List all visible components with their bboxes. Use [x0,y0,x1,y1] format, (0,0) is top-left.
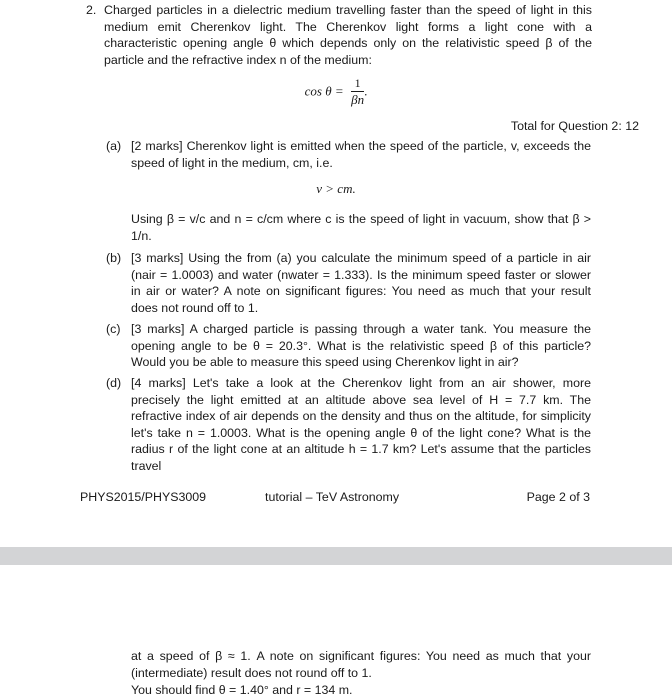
part-a-text2: Using β = v/c and n = c/cm where c is the speed of light in vacuum, show that β > 1/n. [131,212,591,243]
part-a-label: (a) [106,139,122,153]
page-divider [0,547,672,565]
formula-end: . [364,83,368,99]
part-d-answer: You should find θ = 1.40° and r = 134 m. [131,683,353,697]
cherenkov-formula [0,76,672,108]
part-d-label: (d) [106,376,122,390]
part-b-text: [3 marks] Using the from (a) you calculate the minimum speed of a particle in air (nair = 1.0003) and water (nwater = 1.333). Is the minimum speed faster or slower in air or water? A note on significant figures: You need as much that your result does not round off to 1. [131,251,591,315]
formula-lhs: cos θ = [304,83,344,99]
part-c-label: (c) [106,322,121,336]
part-a-text: [2 marks] Cherenkov light is emitted when the speed of the particle, v, exceeds the speed of light in the medium, cm, i.e. [131,139,591,170]
footer-page: Page 2 of 3 [526,490,590,504]
part-c-text: [3 marks] A charged particle is passing through a water tank. You measure the opening angle to be θ = 20.3°. What is the relativistic speed β of this particle? Would you be able to measure this speed using Cherenkov light in air? [131,322,591,369]
part-b-label: (b) [106,251,122,265]
part-d-text: [4 marks] Let's take a look at the Cherenkov light from an air shower, more precisely the light emitted at an altitude above sea level of H = 7.7 km. The refractive index of air depends on the density and thus on the altitude, for simplicity let's take n = 1.0003. What is the opening angle θ of the light cone? What is the radius r of the light cone at an altitude h = 1.7 km? Let's assume that the particles travel [131,376,591,473]
question-intro: Charged particles in a dielectric medium travelling faster than the speed of light in this medium emit Cherenkov light. The Cherenkov light forms a light cone with a characteristic opening angle θ which depends only on the relativistic speed β of the particle and the refractive index n of the medium: [104,3,592,67]
footer-course: PHYS2015/PHYS3009 [80,490,207,504]
question-number: 2. [86,3,97,17]
formula-fraction [351,76,364,108]
part-d-continued: at a speed of β ≈ 1. A note on significant figures: You need as much that your (intermediate) result does not round off to 1. [131,649,591,680]
question-total: Total for Question 2: 12 [510,119,639,133]
footer-title: tutorial – TeV Astronomy [265,490,400,504]
formula-denominator: βn [351,92,365,107]
formula-numerator: 1 [351,76,364,92]
part-a-equation: v > cm. [316,181,356,196]
